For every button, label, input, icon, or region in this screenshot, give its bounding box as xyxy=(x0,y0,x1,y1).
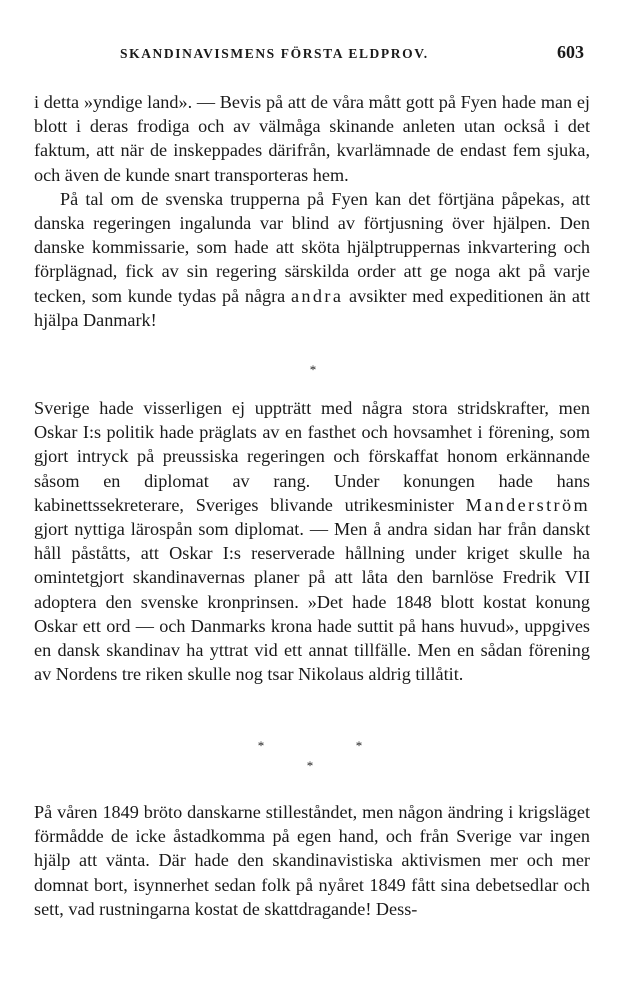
paragraph-text: På tal om de svenska trupperna på Fyen kan det förtjäna påpekas, att danska regeringen ingalunda var blind av förtjusning över hjälpen. Den danske kommissarie, som hade att sköta hjälptruppernas inkvartering och förplägnad, fick av sin regering särskilda order att ge noga akt på varje tecken, som kunde tydas på några xyxy=(34,188,590,306)
asterism-right: * xyxy=(355,738,363,753)
emphasized-word: andra xyxy=(290,285,344,306)
paragraph-text: Sverige hade visserligen ej uppträtt med några stora stridskrafter, men Oskar I:s politik hade präglats av en fasthet och hovsamhet i förening, som gjort intryck på preussiska regeringen och förskaffat honom erkännande såsom en diplomat av rang. Under konungen hade hans kabinettssekreterare, Sveriges blivande utrikesminister xyxy=(34,398,590,515)
running-head-title: SKANDINAVISMENS FÖRSTA ELDPROV. xyxy=(120,46,429,61)
paragraph-danish-suspicion xyxy=(34,187,590,332)
text-block-2 xyxy=(34,396,590,686)
page-number: 603 xyxy=(557,42,584,62)
paragraph-text: gjort nyttiga lärospån som diplomat. — Men å andra sidan har från danskt håll påståtts, att Oskar I:s reserverade hållning under kriget skulle ha omintetgjort skandinavernas planer på att låta den barnlöse Fredrik VII adoptera den svenske kronprinsen. »Det hade 1848 blott kostat konung Oskar ett ord — och Danmarks krona hade suttit på hans huvud», uppgives en dansk skandinav ha yttrat vid ett annat tillfälle. Men en sådan förening av Nordens tre riken skulle nog tsar Nikolaus aldrig tillåtit. xyxy=(34,519,590,685)
asterism-bottom: * xyxy=(306,758,314,773)
section-divider-asterisk: * xyxy=(309,362,317,377)
text-block-3 xyxy=(34,800,590,921)
paragraph-spring-1849: På våren 1849 bröto danskarne stilleståndet, men någon ändring i krigsläget förmådde de icke åstadkomma på egen hand, och från Sverige var ingen hjälp att vänta. Där hade den skandinavistiska aktivismen mer och mer domnat bort, isynnerhet sedan folk på nyåret 1849 fått sina debetsedlar och sett, vad rustningarna kostat de skattdragande! Dess- xyxy=(34,802,590,919)
paragraph-oskar-policy xyxy=(34,396,590,686)
emphasized-name: Manderström xyxy=(465,494,591,515)
paragraph-text: avsikter med expeditionen än att hjälpa Danmark! xyxy=(34,285,591,330)
paragraph-fyen-health: i detta »yndige land». — Bevis på att de våra mått gott på Fyen hade man ej blott i deras frodiga och av välmåga skinande anleten utan också i det faktum, att när de inskeppades därifrån, kvarlämnade de endast fem sjuka, och även de kunde snart transporteras hem. xyxy=(34,92,590,185)
text-block-1 xyxy=(34,90,590,332)
asterism-left: * xyxy=(257,738,265,753)
